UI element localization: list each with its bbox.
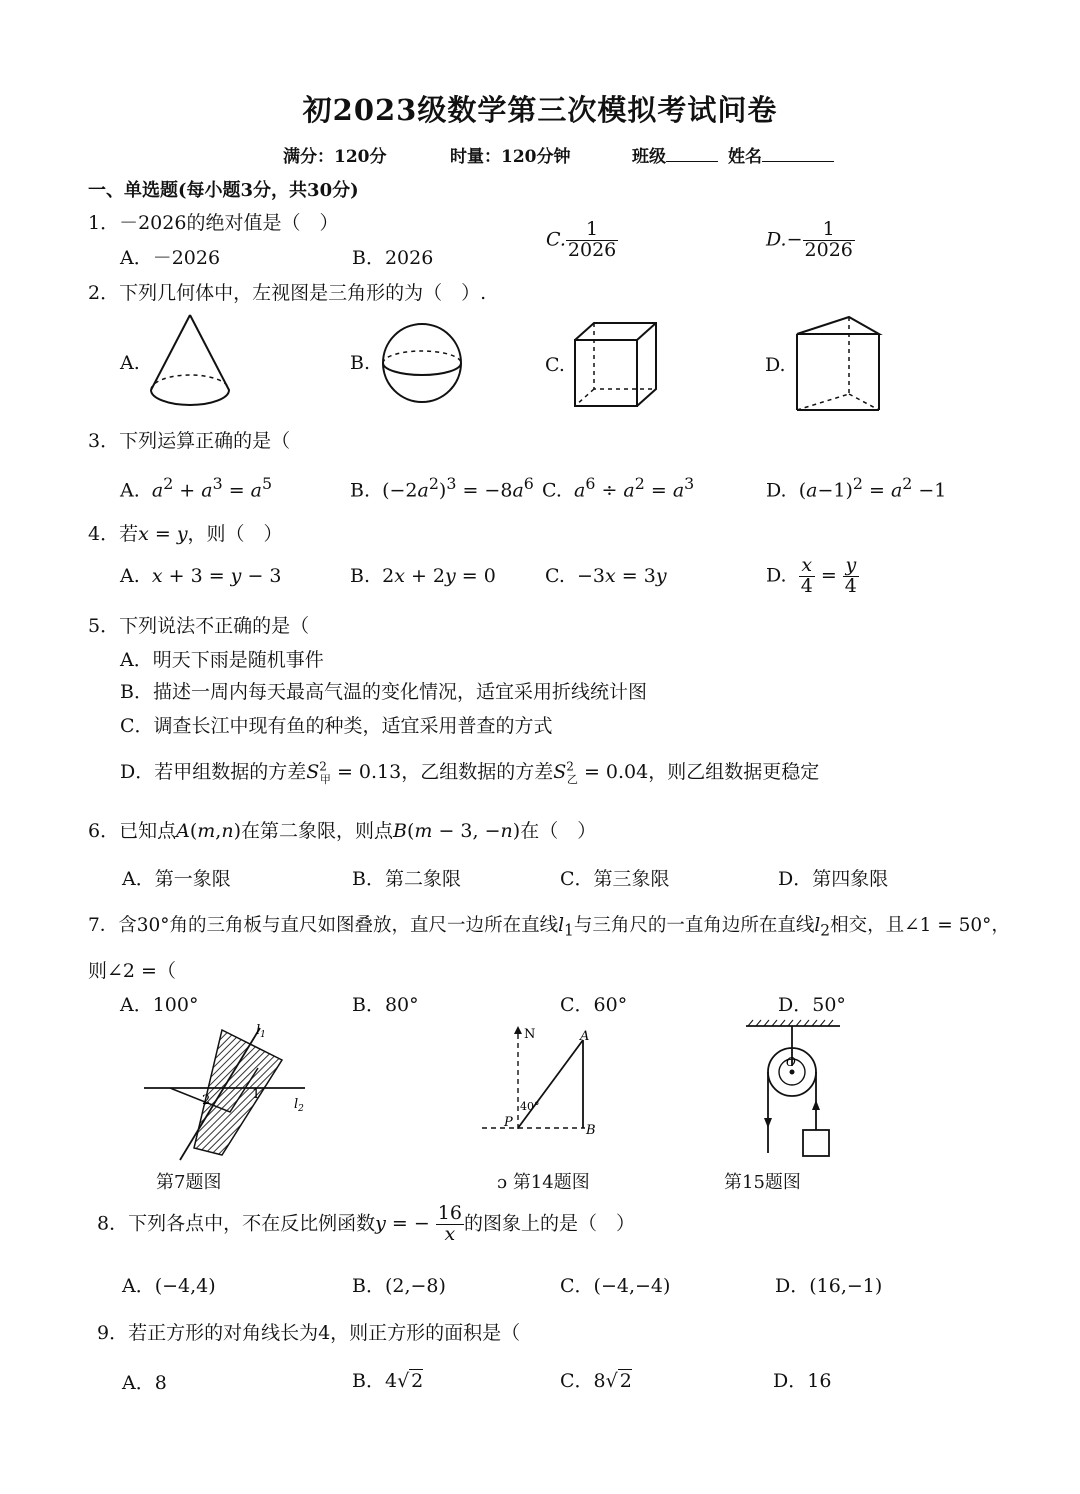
f14-point-b: B xyxy=(586,1123,596,1138)
q6-option-c: C．第三象限 xyxy=(560,868,670,890)
q6-stem-pre: 6．已知点 xyxy=(88,820,177,842)
q1-c-fraction xyxy=(566,220,618,261)
q3-b-label: B. xyxy=(350,479,371,502)
q8-stem-post: 的图象上的是（ ） xyxy=(463,1212,635,1235)
q8-option-c: C．(−4,−4) xyxy=(560,1275,671,1297)
q7-line1-a: 7．含30°角的三角板与直尺如图叠放，直尺一边所在直线 xyxy=(88,915,559,936)
q1-d-fraction xyxy=(803,220,855,261)
figure-15-caption: 第15题图 xyxy=(724,1172,801,1193)
q4-stem-post: ，则（ ） xyxy=(187,523,283,545)
q5-d-post: ，则乙组数据更稳定 xyxy=(648,761,820,783)
f14-north-label: N xyxy=(524,1027,536,1042)
f14-angle-label: 40° xyxy=(520,1100,540,1113)
q2-option-d: D. xyxy=(765,354,786,376)
q4-option-d: D. $\frac{x}{4}$ = $\frac{y}{4}$ xyxy=(766,554,857,597)
q3-stem: 3．下列运算正确的是（ xyxy=(88,430,291,452)
q9-option-a: A．8 xyxy=(122,1372,167,1394)
q5-option-a: A．明天下雨是随机事件 xyxy=(120,649,324,671)
q5-d-pre: D．若甲组数据的方差 xyxy=(120,761,307,783)
name-blank xyxy=(762,147,834,162)
q1-option-d xyxy=(766,220,855,261)
q3-option-c: C. $a^6 \div a^2 = a^3$ xyxy=(542,474,695,502)
q8-option-a: A．(−4,4) xyxy=(122,1275,216,1297)
q6-stem: 6．已知点A(m,n)在第二象限，则点B(m − 3, −n)在（ ） xyxy=(88,820,597,842)
q9-b-radicand: 2 xyxy=(411,1370,424,1392)
q3-option-b: B. $(-2a^2)^3 = -8a^6$ xyxy=(350,474,534,502)
q5-d-mid: ，乙组数据的方差 xyxy=(401,761,554,783)
q1-d-den: 2026 xyxy=(804,238,853,261)
q8-den: x xyxy=(444,1222,456,1245)
cone-figure xyxy=(145,312,235,412)
q1-d-label: D. xyxy=(766,228,787,251)
q7-stem-line2: 则∠2 =（ xyxy=(88,960,176,982)
q6-stem-mid: 在第二象限，则点 xyxy=(241,820,394,842)
class-label: 班级 xyxy=(632,147,666,167)
q8-stem: 8．下列各点中，不在反比例函数y = − $\frac{16}{x}$ 的图象上的是（ ） xyxy=(97,1202,635,1245)
figure-14-caption: ɔ 第14题图 xyxy=(497,1172,590,1193)
q3-c-label: C. xyxy=(542,479,562,502)
q7-option-c: C．60° xyxy=(560,994,628,1016)
exam-time: 时量：120分钟 xyxy=(450,147,571,167)
q6-option-b: B．第二象限 xyxy=(352,868,461,890)
q4-a-label: A. xyxy=(120,565,140,587)
figure-7-caption: 第7题图 xyxy=(156,1172,222,1193)
prism-figure xyxy=(793,314,885,414)
q2-option-b: B. xyxy=(350,352,371,374)
q4-c-label: C. xyxy=(545,565,565,587)
page-title: 初2023级数学第三次模拟考试问卷 xyxy=(302,93,778,127)
q1-c-den: 2026 xyxy=(567,238,617,261)
q5-option-c: C．调查长江中现有鱼的种类，适宜采用普查的方式 xyxy=(120,715,553,737)
q5-d-val1: = 0.13 xyxy=(336,761,402,783)
q4-stem-pre: 4．若 xyxy=(88,523,139,545)
q5-d-sub1: 甲 xyxy=(319,772,331,786)
q1-stem: 1．－2026的绝对值是（ ） xyxy=(88,212,339,234)
class-field xyxy=(632,142,718,167)
figure-15-pulley xyxy=(740,1018,850,1163)
q8-option-d: D．(16,−1) xyxy=(775,1275,883,1297)
q7-option-a: A．100° xyxy=(120,994,199,1016)
q5-d-val2: = 0.04 xyxy=(583,761,649,783)
class-blank xyxy=(666,147,718,162)
q4-option-c: C. −3x = 3y xyxy=(545,565,667,587)
q9-option-c: C．8√ 2 xyxy=(560,1370,632,1392)
q3-option-d: D. $(a-1)^2 = a^2 -1$ xyxy=(766,474,947,502)
section-heading: 一、单选题(每小题3分，共30分) xyxy=(88,180,359,201)
q6-stem-post: 在（ ） xyxy=(520,820,597,842)
q9-option-b: B．4√ 2 xyxy=(352,1370,424,1392)
q7-option-d: D．50° xyxy=(778,994,846,1016)
q3-option-a: A. $a^2 + a^3 = a^5$ xyxy=(120,474,273,502)
full-score: 满分：120分 xyxy=(283,147,387,167)
q4-stem: 4．若x = y，则（ ） xyxy=(88,523,283,545)
sphere-figure xyxy=(378,322,468,406)
q7-option-b: B．80° xyxy=(352,994,419,1016)
f7-l2-label: $l_2$ xyxy=(294,1097,304,1114)
cube-figure xyxy=(572,320,660,410)
q4-d-label: D. xyxy=(766,564,787,587)
figure-14-bearing xyxy=(480,1020,620,1150)
name-field xyxy=(728,142,834,167)
q9-c-radicand: 2 xyxy=(619,1370,632,1392)
q7-stem-line1: 7．含30°角的三角板与直尺如图叠放，直尺一边所在直线$l_1$与三角尺的一直角边所在直线$l_2$相交，且∠1 = 50°， xyxy=(88,915,1010,940)
q9-c-pre: C．8 xyxy=(560,1370,606,1392)
q9-option-d: D．16 xyxy=(773,1370,832,1392)
f14-point-a: A xyxy=(580,1029,590,1044)
q9-b-pre: B．4 xyxy=(352,1370,398,1392)
q1-d-num: 1 xyxy=(803,220,855,241)
q1-option-c xyxy=(546,220,618,261)
q1-option-b: B．2026 xyxy=(352,247,434,269)
q4-b-label: B. xyxy=(350,565,371,587)
f15-center-label: O xyxy=(786,1055,796,1069)
f7-l1-label: $l_1$ xyxy=(256,1023,266,1040)
q3-d-label: D. xyxy=(766,479,787,502)
name-label: 姓名 xyxy=(728,147,762,167)
f7-angle-1: 1 xyxy=(252,1087,261,1102)
q2-option-c: C. xyxy=(545,354,565,376)
q6-option-a: A．第一象限 xyxy=(122,868,231,890)
q4-option-a: A. x + 3 = y − 3 xyxy=(120,565,282,587)
q1-c-num: 1 xyxy=(566,220,618,241)
q7-line1-b: 与三角尺的一直角边所在直线 xyxy=(573,915,815,936)
q8-num: 16 xyxy=(437,1202,462,1224)
q4-option-b: B. 2x + 2y = 0 xyxy=(350,565,496,587)
q8-stem-pre: 8．下列各点中，不在反比例函数 xyxy=(97,1212,376,1235)
figure-14-caption-text: 第14题图 xyxy=(512,1172,590,1193)
q5-option-d: D．若甲组数据的方差$S^2_甲 = 0.13$，乙组数据的方差$S^2_乙 = 0.04$，则乙组数据更稳定 xyxy=(120,759,820,786)
q6-option-d: D．第四象限 xyxy=(778,868,889,890)
q1-c-label: C. xyxy=(546,228,566,251)
q9-stem: 9．若正方形的对角线长为4，则正方形的面积是（ xyxy=(97,1322,521,1344)
q8-option-b: B．(2,−8) xyxy=(352,1275,446,1297)
q3-a-label: A. xyxy=(120,479,140,502)
q2-option-a: A. xyxy=(120,352,140,374)
q5-d-sub2: 乙 xyxy=(566,772,578,786)
q2-stem: 2．下列几何体中，左视图是三角形的为（ ）. xyxy=(88,282,487,304)
q5-stem: 5．下列说法不正确的是（ xyxy=(88,615,310,637)
q7-line1-c: 相交，且∠1 = 50°， xyxy=(830,915,1010,936)
q8-fraction xyxy=(436,1204,464,1245)
q1-option-a: A．－2026 xyxy=(120,247,221,269)
q1-d-sign: − xyxy=(786,228,803,251)
f7-angle-2: 2 xyxy=(202,1093,211,1108)
figure-7-triangle-ruler xyxy=(140,1020,340,1160)
q5-option-b: B．描述一周内每天最高气温的变化情况，适宜采用折线统计图 xyxy=(120,681,647,703)
f14-point-p: P xyxy=(504,1115,513,1130)
